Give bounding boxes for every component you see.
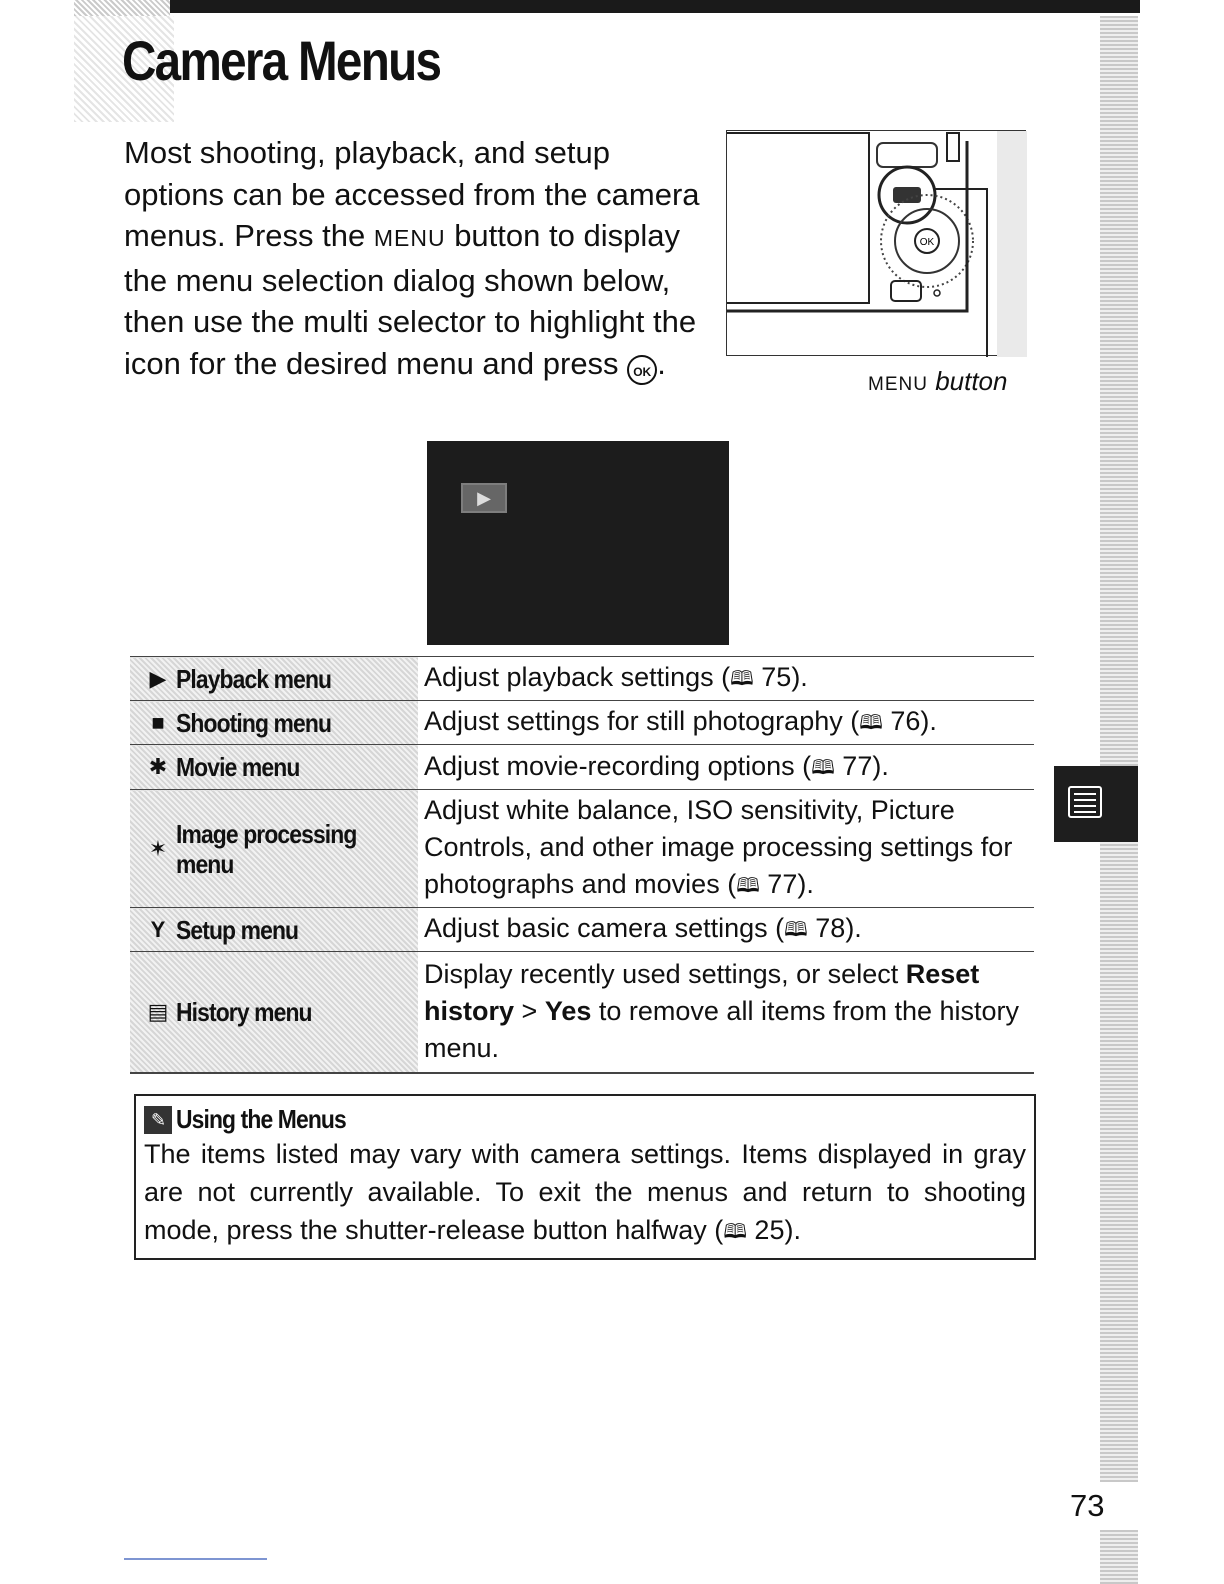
menu-section-tab bbox=[1054, 766, 1138, 842]
camera-illustration-svg bbox=[727, 131, 1027, 357]
book-icon: 🕮 bbox=[723, 1221, 747, 1243]
page-reference: 78 bbox=[815, 913, 846, 943]
table-row bbox=[130, 657, 1034, 701]
camera-back-illustration bbox=[726, 130, 1026, 356]
table-row bbox=[130, 790, 1034, 908]
desc-text: Adjust basic camera settings ( bbox=[424, 913, 785, 943]
intro-text: button to display the menu selection dialog shown below, then use the multi selector to highlight the icon for the desired menu and press bbox=[124, 218, 697, 381]
note-text: ). bbox=[784, 1215, 801, 1245]
desc-text: ). bbox=[797, 869, 814, 899]
camera-icon: ■ bbox=[151, 709, 165, 735]
note-body bbox=[144, 1135, 1026, 1251]
desc-text: to remove all items from the history menu. bbox=[424, 996, 1020, 1064]
menu-button-label: MENU bbox=[373, 225, 446, 251]
desc-text: Adjust movie-recording options ( bbox=[424, 750, 812, 781]
menu-table bbox=[130, 656, 1034, 1074]
table-row bbox=[130, 701, 1034, 745]
desc-text: ). bbox=[791, 662, 808, 692]
table-row bbox=[130, 952, 1034, 1073]
menu-name-cell bbox=[130, 908, 418, 952]
menu-description bbox=[418, 952, 1034, 1073]
intro-text: . bbox=[657, 345, 666, 381]
menu-description bbox=[418, 908, 1034, 952]
desc-text: Adjust playback settings ( bbox=[424, 662, 731, 692]
desc-text: ). bbox=[920, 706, 937, 736]
pencil-icon: ✎ bbox=[144, 1106, 172, 1134]
intro-text: Most shooting, playback, and setup options can be accessed from the camera menus. Press the bbox=[124, 135, 700, 253]
desc-text: Display recently used settings, or select bbox=[424, 959, 906, 990]
table-row bbox=[130, 908, 1034, 952]
book-icon: 🕮 bbox=[811, 756, 835, 779]
footer-rule bbox=[124, 1558, 267, 1560]
desc-text: Adjust white balance, ISO sensitivity, Picture Controls, and other image processing settings for photographs and movies ( bbox=[424, 795, 1013, 899]
page-title: Camera Menus bbox=[122, 29, 441, 92]
page-reference: 77 bbox=[767, 869, 798, 899]
menu-name-cell bbox=[130, 952, 418, 1073]
note-box bbox=[134, 1094, 1036, 1260]
menu-description bbox=[418, 657, 1034, 701]
menu-name-cell bbox=[130, 745, 418, 790]
menu-button-label: MENU bbox=[868, 374, 928, 395]
table-row bbox=[130, 745, 1034, 790]
history-icon: ▤ bbox=[147, 998, 169, 1024]
desc-text: ). bbox=[872, 750, 889, 781]
note-heading bbox=[144, 1104, 1026, 1135]
side-thumb-strip bbox=[1100, 16, 1138, 1482]
menu-selection-screen bbox=[427, 441, 729, 645]
menu-description bbox=[418, 745, 1034, 790]
menu-description bbox=[418, 701, 1034, 745]
menu-name-line: menu bbox=[176, 848, 234, 879]
menu-name-line: Image processing bbox=[176, 818, 357, 849]
book-icon: 🕮 bbox=[730, 668, 754, 690]
decorative-grain bbox=[74, 0, 170, 16]
menu-name: History menu bbox=[176, 996, 312, 1027]
page-reference: 77 bbox=[842, 750, 873, 781]
svg-text:OK: OK bbox=[919, 237, 935, 248]
caption-text: button bbox=[935, 366, 1008, 396]
desc-bold: Reset history bbox=[424, 959, 980, 1027]
menu-name-cell bbox=[130, 657, 418, 701]
desc-bold: Yes bbox=[544, 996, 592, 1027]
page-reference: 75 bbox=[761, 662, 792, 692]
image-processing-icon: ✶ bbox=[148, 835, 168, 861]
menu-name: Shooting menu bbox=[176, 707, 332, 738]
page-reference: 76 bbox=[890, 706, 921, 736]
camera-figure-caption bbox=[868, 366, 1007, 397]
setup-icon: Y bbox=[150, 916, 166, 942]
book-icon: 🕮 bbox=[784, 919, 808, 941]
playback-icon: ▶ bbox=[461, 483, 507, 513]
menu-name-cell bbox=[130, 790, 418, 908]
book-icon: 🕮 bbox=[736, 875, 760, 897]
ok-button-icon: OK bbox=[627, 355, 657, 385]
desc-text: > bbox=[514, 996, 545, 1027]
movie-icon: ✱ bbox=[148, 754, 168, 779]
desc-text: Adjust settings for still photography ( bbox=[424, 706, 860, 736]
book-icon: 🕮 bbox=[859, 712, 883, 734]
screen-item bbox=[437, 529, 527, 540]
menu-name bbox=[176, 819, 356, 879]
playback-icon: ▶ bbox=[149, 665, 167, 691]
menu-name-cell bbox=[130, 701, 418, 745]
menu-name: Playback menu bbox=[176, 663, 332, 694]
note-text: The items listed may vary with camera settings. Items displayed in gray are not currently available. To exit the menus and return to shooting mode, press the shutter-release button halfway ( bbox=[144, 1139, 1026, 1245]
top-bar bbox=[170, 0, 1140, 13]
page-reference: 25 bbox=[754, 1215, 785, 1245]
intro-paragraph bbox=[124, 132, 708, 385]
menu-name: Setup menu bbox=[176, 914, 299, 945]
menu-description bbox=[418, 790, 1034, 908]
side-thumb-strip bbox=[1100, 1530, 1138, 1584]
list-icon bbox=[1068, 786, 1102, 818]
menu-name: Movie menu bbox=[176, 752, 300, 782]
desc-text: ). bbox=[845, 913, 862, 943]
note-title: Using the Menus bbox=[176, 1104, 346, 1134]
page-number: 73 bbox=[1070, 1488, 1105, 1523]
